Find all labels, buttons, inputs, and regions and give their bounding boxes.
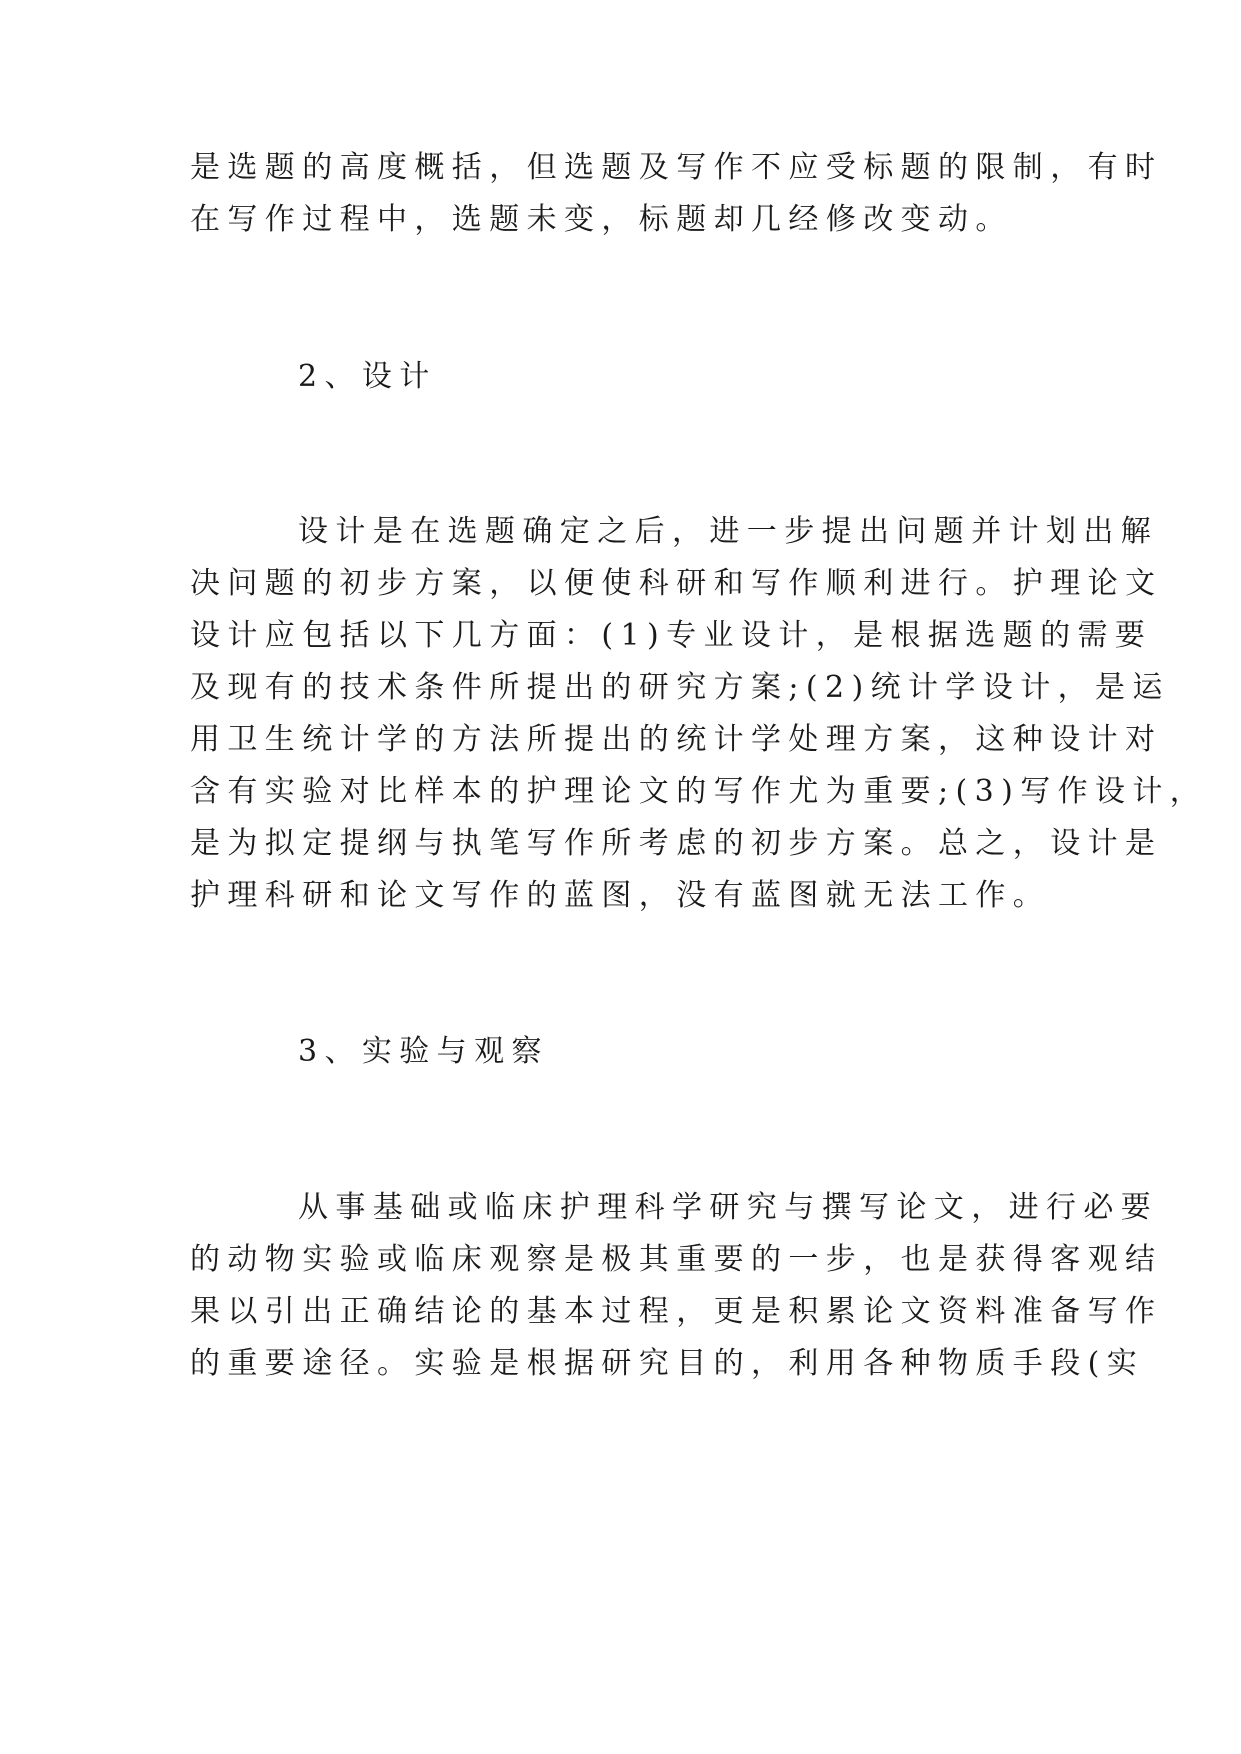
paragraph-line: 从事基础或临床护理科学研究与撰写论文，进行必要 bbox=[298, 1190, 1159, 1225]
paragraph-line: 决问题的初步方案，以便使科研和写作顺利进行。护理论文 bbox=[190, 566, 1163, 601]
section-heading: 2、设计 bbox=[298, 359, 437, 394]
paragraph-line: 在写作过程中，选题未变，标题却几经修改变动。 bbox=[190, 202, 1013, 237]
paragraph-line: 设计是在选题确定之后，进一步提出问题并计划出解 bbox=[298, 514, 1159, 549]
paragraph-line: 的动物实验或临床观察是极其重要的一步，也是获得客观结 bbox=[190, 1242, 1163, 1277]
paragraph-line: 果以引出正确结论的基本过程，更是积累论文资料准备写作 bbox=[190, 1294, 1163, 1329]
paragraph-line: 用卫生统计学的方法所提出的统计学处理方案，这种设计对 bbox=[190, 722, 1163, 757]
paragraph-line: 是选题的高度概括，但选题及写作不应受标题的限制，有时 bbox=[190, 150, 1163, 185]
paragraph-line: 含有实验对比样本的护理论文的写作尤为重要;(3)写作设计， bbox=[190, 774, 1208, 809]
section-heading: 3、实验与观察 bbox=[298, 1034, 549, 1069]
paragraph-line: 及现有的技术条件所提出的研究方案;(2)统计学设计，是运 bbox=[190, 670, 1170, 705]
paragraph-line: 的重要途径。实验是根据研究目的，利用各种物质手段(实 bbox=[190, 1346, 1145, 1381]
paragraph-line: 护理科研和论文写作的蓝图，没有蓝图就无法工作。 bbox=[190, 878, 1051, 913]
paragraph-line: 是为拟定提纲与执笔写作所考虑的初步方案。总之，设计是 bbox=[190, 826, 1163, 861]
paragraph-line: 设计应包括以下几方面：(1)专业设计，是根据选题的需要 bbox=[190, 618, 1153, 653]
